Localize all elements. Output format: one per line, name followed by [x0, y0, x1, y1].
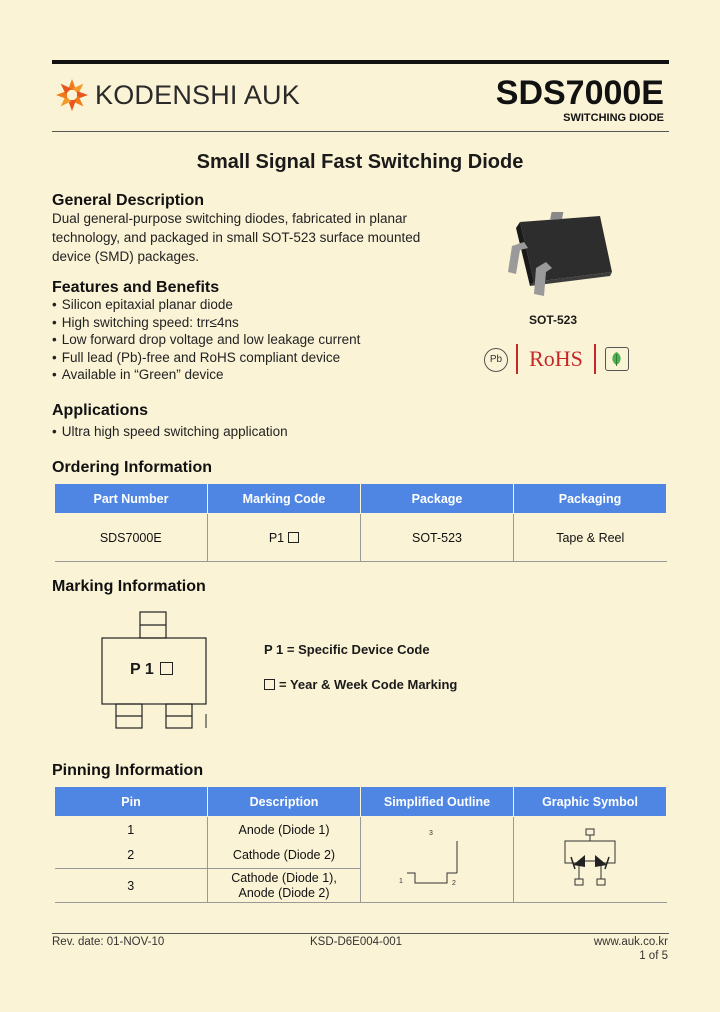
date-code-box-icon — [160, 662, 173, 675]
product-type: SWITCHING DIODE — [563, 112, 664, 124]
marking-code-text: P1 — [268, 530, 285, 545]
simplified-outline-cell — [361, 817, 514, 903]
general-line: Dual general-purpose switching diodes, fabricated in planar — [52, 211, 407, 226]
page-number: 1 of 5 — [639, 950, 668, 962]
applications-list — [52, 423, 472, 441]
outline-pin2-label: 2 — [452, 880, 456, 887]
general-line: device (SMD) packages. — [52, 249, 200, 264]
general-heading: General Description — [52, 192, 205, 209]
website-link[interactable]: www.auk.co.kr — [593, 936, 668, 948]
pin-description-line: Cathode (Diode 1), — [231, 870, 337, 885]
outline-pin3-label: 3 — [429, 830, 433, 837]
ordering-col-part: Part Number — [55, 484, 208, 514]
marking-legend-date-text: = Year & Week Code Marking — [279, 677, 458, 692]
page-title: Small Signal Fast Switching Diode — [196, 151, 524, 173]
pin-description-line: Anode (Diode 2) — [238, 885, 330, 900]
footer-rule — [52, 933, 669, 934]
leaf-icon — [606, 348, 627, 369]
header-divider — [52, 131, 669, 132]
ordering-col-packaging: Packaging — [514, 484, 667, 514]
package-label: SOT-523 — [529, 313, 578, 327]
brand-name: KODENSHI AUK — [95, 79, 300, 110]
features-heading: Features and Benefits — [52, 279, 220, 296]
general-line: technology, and packaged in small SOT-523 surface mounted — [52, 230, 421, 245]
date-code-box-icon — [288, 532, 299, 543]
table-row — [55, 514, 667, 562]
ordering-col-marking: Marking Code — [208, 484, 361, 514]
ordering-package-cell: SOT-523 — [361, 514, 514, 562]
rohs-badge — [516, 344, 596, 374]
ordering-packaging-cell: Tape & Reel — [514, 514, 667, 562]
header-rule — [52, 60, 669, 64]
pin-number: 1 — [127, 822, 135, 837]
general-description — [52, 209, 452, 266]
ordering-col-package: Package — [361, 484, 514, 514]
marking-chip-code — [130, 661, 173, 679]
green-leaf-badge — [605, 347, 629, 371]
rohs-label: RoHS — [529, 346, 583, 371]
brand-logo — [55, 78, 300, 112]
applications-heading: Applications — [52, 402, 149, 419]
pin-description: Cathode (Diode 2) — [208, 843, 361, 869]
pinning-col-symbol: Graphic Symbol — [514, 787, 667, 817]
list-item: • Ultra high speed switching application — [52, 423, 472, 441]
features-list — [52, 296, 472, 384]
ordering-part-cell: SDS7000E — [99, 530, 162, 545]
list-item: • High switching speed: trr≤4ns — [52, 314, 472, 332]
list-item: • Full lead (Pb)-free and RoHS compliant device — [52, 349, 472, 367]
date-code-box-icon — [264, 679, 275, 690]
graphic-symbol-cell — [514, 817, 667, 903]
pin-description — [208, 869, 361, 903]
product-number: SDS7000E — [495, 74, 664, 112]
kodenshi-sunburst-icon — [55, 78, 89, 112]
pin-number: 2 — [127, 848, 135, 863]
ordering-heading: Ordering Information — [52, 459, 212, 476]
ordering-table — [54, 483, 667, 562]
pinning-heading: Pinning Information — [52, 762, 204, 779]
marking-heading: Marking Information — [52, 578, 206, 595]
list-item: • Low forward drop voltage and low leakage current — [52, 331, 472, 349]
pinning-table — [54, 786, 667, 903]
pb-free-label: Pb — [489, 354, 503, 365]
outline-pin1-label: 1 — [399, 878, 403, 885]
document-number: KSD-D6E004-001 — [310, 936, 403, 948]
pinning-col-pin: Pin — [55, 787, 208, 817]
pb-free-badge — [484, 348, 508, 372]
table-row — [55, 817, 667, 843]
list-item: • Available in “Green” device — [52, 366, 472, 384]
pinning-col-description: Description — [208, 787, 361, 817]
simplified-outline-diagram — [397, 827, 477, 889]
pinning-col-outline: Simplified Outline — [361, 787, 514, 817]
pin-number: 3 — [55, 869, 208, 903]
pin-description: Anode (Diode 1) — [208, 817, 361, 843]
dual-diode-symbol — [555, 827, 625, 889]
revision-date: Rev. date: 01-NOV-10 — [52, 936, 165, 948]
list-item: • Silicon epitaxial planar diode — [52, 296, 472, 314]
marking-chip-text: P 1 — [130, 661, 154, 678]
ordering-marking-cell — [208, 514, 361, 562]
sot523-package-image — [490, 212, 620, 304]
marking-legend-code: P 1 = Specific Device Code — [264, 642, 430, 657]
marking-legend-date — [264, 677, 457, 692]
